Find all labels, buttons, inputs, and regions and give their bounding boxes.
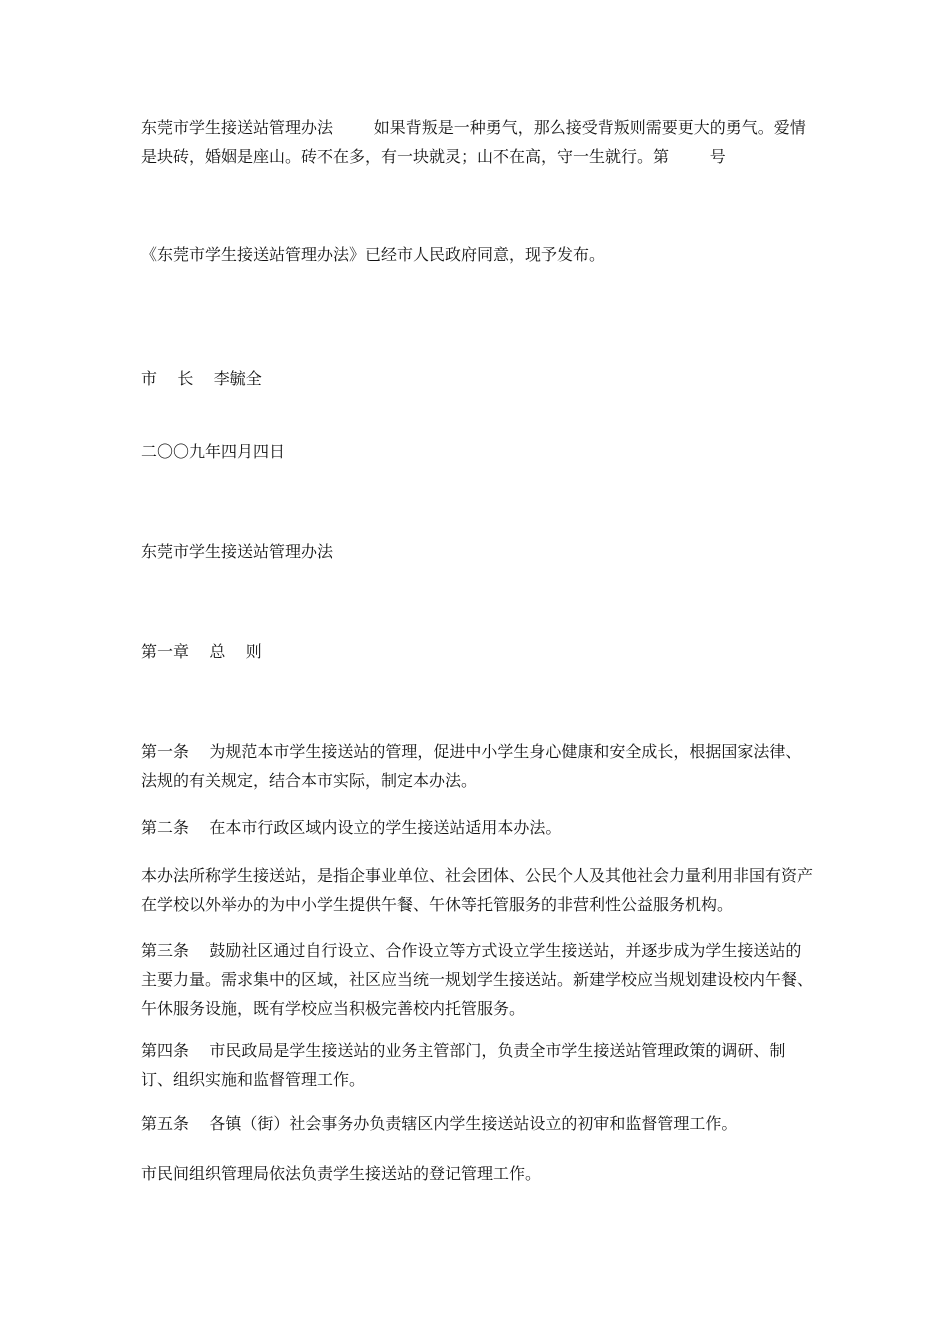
article-1: 第一条 为规范本市学生接送站的管理，促进中小学生身心健康和安全成长，根据国家法律、法规的有关规定，结合本市实际，制定本办法。 [141,742,802,790]
article-2-paragraph-2: 本办法所称学生接送站，是指企事业单位、社会团体、公民个人及其他社会力量利用非国有资产在学校以外举办的为中小学生提供午餐、午休等托管服务的非营利性公益服务机构。 [141,866,814,914]
article-4: 第四条 市民政局是学生接送站的业务主管部门，负责全市学生接送站管理政策的调研、制订、组织实施和监督管理工作。 [141,1041,786,1089]
issue-date: 二〇〇九年四月四日 [141,442,286,461]
document-title: 东莞市学生接送站管理办法 [141,542,334,561]
article-2: 第二条 在本市行政区域内设立的学生接送站适用本办法。 [141,818,562,837]
article-5-paragraph-2: 市民间组织管理局依法负责学生接送站的登记管理工作。 [141,1164,542,1183]
intro-paragraph: 《东莞市学生接送站管理办法》已经市人民政府同意，现予发布。 [141,245,606,264]
article-5: 第五条 各镇（街）社会事务办负责辖区内学生接送站设立的初审和监督管理工作。 [141,1114,738,1133]
header-line: 东莞市学生接送站管理办法 如果背叛是一种勇气，那么接受背叛则需要更大的勇气。爱情是块砖，婚姻是座山。砖不在多，有一块就灵；山不在高，守一生就行。第 号 [141,118,806,166]
article-3: 第三条 鼓励社区通过自行设立、合作设立等方式设立学生接送站，并逐步成为学生接送站的主要力量。需求集中的区域，社区应当统一规划学生接送站。新建学校应当规划建设校内午餐、午休服务设施，既有学校应当积极完善校内托管服务。 [141,941,814,1018]
mayor-signature: 市 长 李毓全 [141,369,262,388]
chapter-heading: 第一章 总 则 [141,642,262,661]
